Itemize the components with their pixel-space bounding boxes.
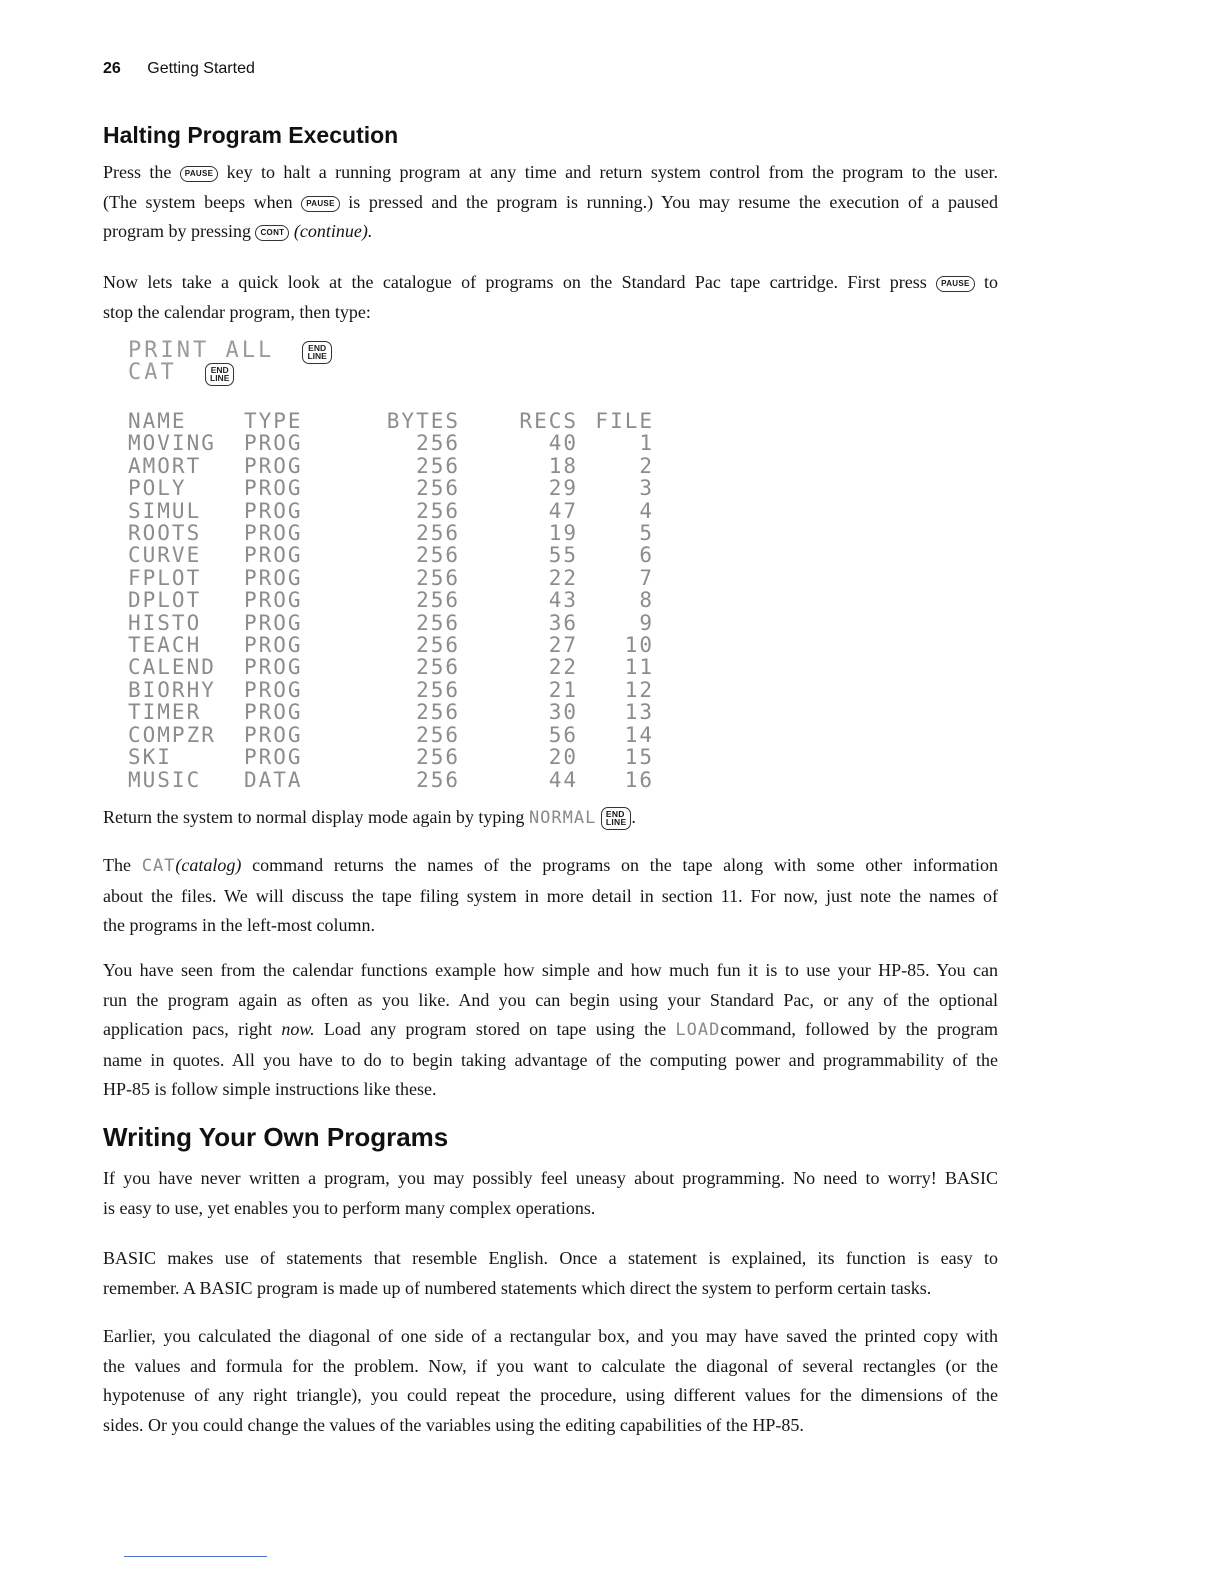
cell-type: PROG xyxy=(244,722,303,747)
cell-type: PROG xyxy=(244,521,303,546)
cell-recs: 29 xyxy=(548,476,578,501)
line: remember. A BASIC program is made up of numbered statements which direct the system to perform certain tasks. xyxy=(103,1277,932,1298)
catalog-row xyxy=(128,656,654,678)
line xyxy=(103,851,998,882)
text: (continue). xyxy=(293,221,373,241)
cell-bytes: 256 xyxy=(416,767,460,792)
line: BASIC makes use of statements that resemble English. Once a statement is explained, its function is easy to xyxy=(103,1248,998,1268)
cell-name: POLY xyxy=(128,476,187,501)
line xyxy=(103,158,998,188)
text: command returns the names of the programs on the tape along with some other information xyxy=(252,855,999,875)
heading-halting: Halting Program Execution xyxy=(103,122,399,148)
cell-bytes: 256 xyxy=(416,700,460,725)
cell-file: 1 xyxy=(639,431,654,456)
col-type: TYPE xyxy=(244,409,303,433)
catalog-row xyxy=(128,544,654,566)
cell-bytes: 256 xyxy=(416,655,460,680)
catalog-row xyxy=(128,500,654,522)
catalog-rows xyxy=(128,432,654,791)
typed-command-cat xyxy=(128,360,234,386)
cell-bytes: 256 xyxy=(416,431,460,456)
catalog-row xyxy=(128,679,654,701)
line: stop the calendar program, then type: xyxy=(103,301,371,322)
cell-type: PROG xyxy=(244,655,303,680)
catalog-row xyxy=(128,432,654,454)
line: You have seen from the calendar functions example how simple and how much fun it is to use your HP-85. You can xyxy=(103,960,998,980)
line xyxy=(103,803,998,834)
cell-type: PROG xyxy=(244,453,303,478)
catalog-listing xyxy=(128,410,654,791)
paragraph-basic xyxy=(103,1244,998,1303)
cell-name: DPLOT xyxy=(128,588,202,613)
cell-file: 2 xyxy=(639,453,654,478)
cell-file: 8 xyxy=(639,588,654,613)
line: HP-85 is follow simple instructions like these. xyxy=(103,1079,437,1099)
cell-recs: 18 xyxy=(548,453,578,478)
catalog-row xyxy=(128,612,654,634)
col-recs: RECS xyxy=(519,409,578,433)
cell-recs: 27 xyxy=(548,633,578,658)
catalog-row xyxy=(128,769,654,791)
cell-type: PROG xyxy=(244,633,303,658)
cell-type: DATA xyxy=(244,767,303,792)
cell-name: SKI xyxy=(128,745,172,770)
cell-bytes: 256 xyxy=(416,722,460,747)
catalog-row xyxy=(128,746,654,768)
key-bottom: LINE xyxy=(605,817,627,827)
cell-file: 7 xyxy=(639,565,654,590)
cont-key-icon: CONT xyxy=(255,225,289,241)
cat-command: CAT xyxy=(141,856,176,876)
catalog-header-row xyxy=(128,410,654,432)
cell-bytes: 256 xyxy=(416,677,460,702)
cell-type: PROG xyxy=(244,476,303,501)
cell-file: 4 xyxy=(639,498,654,523)
cell-recs: 55 xyxy=(548,543,578,568)
cell-type: PROG xyxy=(244,498,303,523)
cell-name: COMPZR xyxy=(128,722,216,747)
cell-file: 9 xyxy=(639,610,654,635)
page-number: 26 xyxy=(103,60,121,77)
cell-bytes: 256 xyxy=(416,476,460,501)
cell-recs: 21 xyxy=(548,677,578,702)
text: (The system beeps when xyxy=(103,191,293,212)
cell-file: 15 xyxy=(624,745,654,770)
key-top: END xyxy=(308,342,327,353)
text: . xyxy=(631,807,636,827)
cell-file: 11 xyxy=(624,655,654,680)
cell-name: ROOTS xyxy=(128,521,202,546)
line: sides. Or you could change the values of the variables using the editing capabilities of the HP-85. xyxy=(103,1414,804,1435)
cell-type: PROG xyxy=(244,588,303,613)
pause-key-icon: PAUSE xyxy=(180,166,218,182)
catalog-row xyxy=(128,522,654,544)
cell-file: 13 xyxy=(624,700,654,725)
text: Now lets take a quick look at the catalogue of programs on the Standard Pac tape cartridge. First press xyxy=(103,272,927,292)
cell-type: PROG xyxy=(244,745,303,770)
cell-recs: 43 xyxy=(548,588,578,613)
catalog-row xyxy=(128,589,654,611)
text: Load any program stored on tape using the xyxy=(323,1019,667,1039)
text: now. xyxy=(281,1019,315,1039)
paragraph-return-normal xyxy=(103,803,998,834)
cell-bytes: 256 xyxy=(416,453,460,478)
text: The xyxy=(103,855,131,875)
cell-file: 16 xyxy=(624,767,654,792)
cell-file: 10 xyxy=(624,633,654,658)
load-command: LOAD xyxy=(675,1020,721,1040)
line: the values and formula for the problem. Now, if you want to calculate the diagonal of several rectangles (or the xyxy=(103,1355,998,1376)
cell-bytes: 256 xyxy=(416,498,460,523)
key-top: END xyxy=(210,364,229,375)
cell-bytes: 256 xyxy=(416,543,460,568)
pause-key-icon: PAUSE xyxy=(301,196,339,212)
cell-file: 3 xyxy=(639,476,654,501)
text: to xyxy=(984,272,999,292)
text: command, followed by the program xyxy=(720,1019,999,1039)
text: program by pressing xyxy=(103,221,251,241)
running-header xyxy=(103,60,255,78)
cell-bytes: 256 xyxy=(416,633,460,658)
text: key to halt a running program at any time and return system control from the program to the user. xyxy=(226,162,998,182)
cell-name: SIMUL xyxy=(128,498,202,523)
pause-key-icon: PAUSE xyxy=(936,276,974,292)
key-bottom: LINE xyxy=(210,373,230,383)
heading-writing: Writing Your Own Programs xyxy=(103,1122,449,1152)
paragraph-catalogue-intro xyxy=(103,268,998,327)
line: the programs in the left-most column. xyxy=(103,915,375,935)
section-name: Getting Started xyxy=(147,60,255,77)
paragraph-never-written xyxy=(103,1164,998,1223)
line: hypotenuse of any right triangle), you could repeat the procedure, using different values for the dimensions of the xyxy=(103,1385,998,1405)
cell-file: 12 xyxy=(624,677,654,702)
cell-recs: 36 xyxy=(548,610,578,635)
catalog-row xyxy=(128,567,654,589)
col-file: FILE xyxy=(595,409,654,433)
line: run the program again as often as you like. And you can begin using your Standard Pac, or any of the optional xyxy=(103,989,998,1010)
cell-name: TEACH xyxy=(128,633,202,658)
line xyxy=(103,1015,998,1046)
line: is easy to use, yet enables you to perform many complex operations. xyxy=(103,1197,596,1218)
cell-bytes: 256 xyxy=(416,521,460,546)
col-name: NAME xyxy=(128,409,187,433)
cell-recs: 30 xyxy=(548,700,578,725)
cell-bytes: 256 xyxy=(416,565,460,590)
end-line-key-icon xyxy=(601,807,632,830)
cell-type: PROG xyxy=(244,610,303,635)
cell-recs: 40 xyxy=(548,431,578,456)
key-bottom: LINE xyxy=(307,351,327,361)
line: name in quotes. All you have to do to begin taking advantage of the computing power and programmability of the xyxy=(103,1049,998,1070)
text: is pressed and the program is running.) You may resume the execution of a paused xyxy=(348,191,999,212)
catalog-row xyxy=(128,701,654,723)
catalog-row xyxy=(128,634,654,656)
text: (catalog) xyxy=(175,855,242,875)
cell-name: TIMER xyxy=(128,700,202,725)
line xyxy=(103,268,998,298)
end-line-key-icon xyxy=(205,363,234,386)
cell-bytes: 256 xyxy=(416,745,460,770)
cell-name: CALEND xyxy=(128,655,216,680)
catalog-row xyxy=(128,477,654,499)
cell-recs: 22 xyxy=(548,655,578,680)
text: application pacs, right xyxy=(103,1019,273,1039)
cell-type: PROG xyxy=(244,677,303,702)
paragraph-earlier xyxy=(103,1322,998,1440)
cell-recs: 47 xyxy=(548,498,578,523)
cell-name: HISTO xyxy=(128,610,202,635)
cell-type: PROG xyxy=(244,431,303,456)
cell-recs: 19 xyxy=(548,521,578,546)
cell-recs: 56 xyxy=(548,722,578,747)
cell-type: PROG xyxy=(244,565,303,590)
cell-name: FPLOT xyxy=(128,565,202,590)
cell-file: 14 xyxy=(624,722,654,747)
key-top: END xyxy=(605,808,625,819)
command-text: CAT xyxy=(128,360,177,385)
cell-recs: 44 xyxy=(548,767,578,792)
footer-rule xyxy=(124,1556,267,1557)
cell-bytes: 256 xyxy=(416,610,460,635)
line: If you have never written a program, you may possibly feel uneasy about programming. No need to worry! BASIC xyxy=(103,1168,998,1188)
col-bytes: BYTES xyxy=(386,409,460,433)
cell-name: CURVE xyxy=(128,543,202,568)
line: Earlier, you calculated the diagonal of one side of a rectangular box, and you may have saved the printed copy with xyxy=(103,1326,998,1346)
cell-name: BIORHY xyxy=(128,677,216,702)
cell-bytes: 256 xyxy=(416,588,460,613)
cell-name: MOVING xyxy=(128,431,216,456)
cell-type: PROG xyxy=(244,543,303,568)
normal-command: NORMAL xyxy=(528,808,597,828)
paragraph-pause xyxy=(103,158,998,247)
cell-recs: 22 xyxy=(548,565,578,590)
cell-file: 5 xyxy=(639,521,654,546)
paragraph-cat-command xyxy=(103,851,998,941)
catalog-row xyxy=(128,724,654,746)
catalog-row xyxy=(128,455,654,477)
text: Press the xyxy=(103,162,172,182)
line xyxy=(103,217,998,247)
cell-type: PROG xyxy=(244,700,303,725)
cell-recs: 20 xyxy=(548,745,578,770)
cell-name: AMORT xyxy=(128,453,202,478)
command-text: PRINT ALL xyxy=(128,338,275,363)
text: Return the system to normal display mode again by typing xyxy=(103,807,525,827)
end-line-key-icon xyxy=(302,341,331,364)
cell-file: 6 xyxy=(639,543,654,568)
cell-name: MUSIC xyxy=(128,767,202,792)
paragraph-calendar-example xyxy=(103,956,998,1105)
line: about the files. We will discuss the tape filing system in more detail in section 11. For now, just note the names of xyxy=(103,885,998,906)
line xyxy=(103,188,998,218)
